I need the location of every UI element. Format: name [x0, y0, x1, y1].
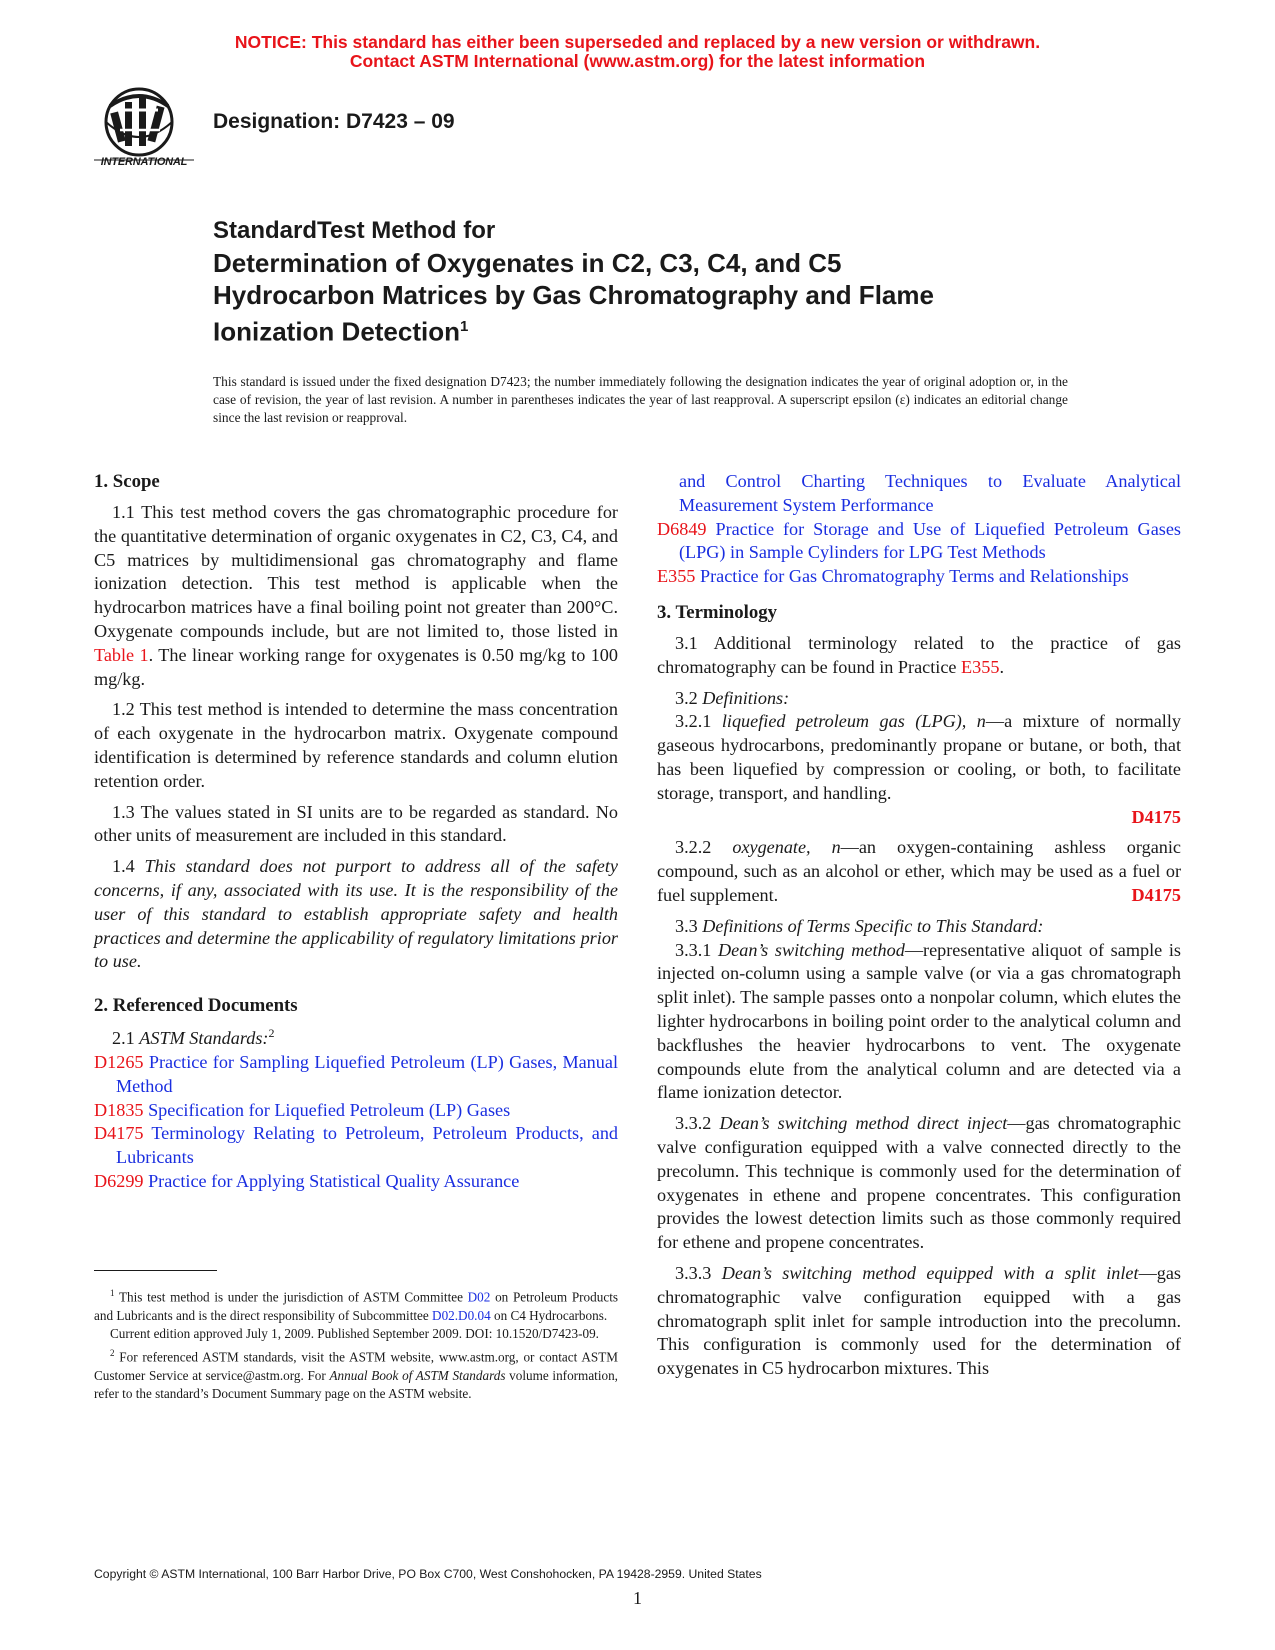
footnote-1-mark: 1 — [110, 1288, 115, 1298]
notice-line-2: Contact ASTM International (www.astm.org) for the latest information — [349, 51, 926, 71]
title-line-1: StandardTest Method for — [213, 217, 496, 244]
ref-d6849 — [657, 518, 1181, 566]
title-line-2: Determination of Oxygenates in C2, C3, C4, and C5 — [213, 248, 842, 278]
term-3-3-number: 3.3 — [675, 915, 703, 936]
ref-d6299-title-cont-link[interactable]: and Control Charting Techniques to Evaluate Analytical Measurement System Performance — [679, 471, 1181, 515]
issuance-statement: This standard is issued under the fixed designation D7423; the number immediately following the designation indicates the year of original adoption or, in the case of revision, the year of last revision. A number in parentheses indicates the year of last reapproval. A superscript epsilon (ε) indicates an editorial change since the last revision or reapproval. — [213, 374, 1068, 425]
astm-logo — [92, 82, 196, 174]
term-3-3-2-text: —gas chromatographic valve configuration equipped with a valve connected directly to the precolumn. This technique is commonly used for the determination of oxygenates in ethene and propene concentrates. This configuration provides the lowest detection limits such as those commonly required for ethene and propene concentrates. — [657, 1113, 1181, 1253]
term-3-2-2 — [657, 836, 1181, 907]
scope-1-1 — [94, 501, 618, 691]
ref-d6299-title-link[interactable]: Practice for Applying Statistical Quality Assurance — [148, 1170, 520, 1191]
ref-d1835 — [94, 1099, 618, 1123]
footnote-1-text-a: This test method is under the jurisdiction of ASTM Committee — [114, 1289, 468, 1305]
designation: Designation: D7423 – 09 — [213, 110, 455, 133]
scope-1-4-number: 1.4 — [112, 856, 145, 877]
term-3-3-3-number: 3.3.3 — [675, 1262, 722, 1283]
title-line-4 — [213, 311, 1073, 348]
footnote-1-text-c: on C4 Hydrocarbons. — [490, 1307, 608, 1323]
term-3-2 — [657, 687, 1181, 711]
ref-d1265-title-link[interactable]: Practice for Sampling Liquefied Petroleum (LP) Gases, Manual Method — [116, 1052, 618, 1096]
notice-line-1: NOTICE: This standard has either been superseded and replaced by a new version or withdrawn. — [234, 32, 1041, 52]
copyright-line: Copyright © ASTM International, 100 Barr Harbor Drive, PO Box C700, West Conshohocken, PA 19428-2959. United States — [94, 1567, 762, 1581]
supersession-notice — [0, 33, 1275, 71]
term-3-2-2-source-link[interactable]: D4175 — [1131, 884, 1181, 905]
scope-heading: 1. Scope — [94, 471, 160, 492]
term-3-3-1-number: 3.3.1 — [675, 939, 719, 960]
scope-1-3: 1.3 The values stated in SI units are to be regarded as standard. No other units of measurement are included in this standard. — [94, 801, 618, 846]
footnote-1-edition: Current edition approved July 1, 2009. Published September 2009. DOI: 10.1520/D7423-09. — [110, 1326, 599, 1342]
e355-link[interactable]: E355 — [961, 656, 1000, 677]
ref-d1265 — [94, 1051, 618, 1099]
ref-e355-code-link[interactable]: E355 — [657, 566, 696, 587]
astm-standards-subheading — [94, 1022, 618, 1051]
term-3-3-3-text: —gas chromatographic valve configuration equipped with a gas chromatograph split inlet for sample introduction into the precolumn. This configuration is commonly used for the determination of oxygenates in C5 hydrocarbon mixtures. This — [657, 1262, 1181, 1379]
footnote-2-mark: 2 — [110, 1347, 115, 1358]
ref-d4175-code-link[interactable]: D4175 — [94, 1123, 144, 1144]
term-3-1-text-a: 3.1 Additional terminology related to the practice of gas chromatography can be found in Practice — [657, 632, 1181, 677]
term-3-2-2-term: oxygenate, n — [732, 837, 841, 858]
title-line-3: Hydrocarbon Matrices by Gas Chromatography and Flame — [213, 280, 934, 310]
term-3-3-3-term: Dean’s switching method equipped with a split inlet — [721, 1262, 1139, 1283]
term-3-2-1 — [657, 710, 1181, 829]
scope-1-1-text-a: 1.1 This test method covers the gas chromatographic procedure for the quantitative determination of organic oxygenates in C2, C3, C4, and C5 matrices by multidimensional gas chromatography and flame ionization detection. This test method is applicable when the hydrocarbon matrices have a final boiling point not greater than 200°C. Oxygenate compounds include, but are not limited to, those listed in — [94, 502, 618, 641]
ref-e355 — [657, 565, 1181, 589]
term-3-3-2 — [657, 1112, 1181, 1255]
term-3-3-1-term: Dean’s switching method — [718, 939, 905, 960]
ref-d6299-code-link[interactable]: D6299 — [94, 1170, 144, 1191]
term-3-2-2-number: 3.2.2 — [675, 837, 733, 858]
document-title — [213, 215, 1073, 348]
footnotes — [94, 1284, 618, 1404]
term-3-3-3 — [657, 1262, 1181, 1381]
table-1-link[interactable]: Table 1 — [94, 644, 149, 665]
title-line-4-text: Ionization Detection — [213, 316, 460, 347]
term-3-2-label: Definitions: — [702, 687, 790, 708]
footnote-2 — [94, 1344, 618, 1404]
subcommittee-link[interactable]: D02.D0.04 — [432, 1307, 491, 1323]
ref-d6849-code-link[interactable]: D6849 — [657, 518, 707, 539]
term-3-1 — [657, 632, 1181, 680]
title-footnote-mark: 1 — [460, 318, 469, 335]
term-3-2-1-number: 3.2.1 — [675, 711, 722, 732]
term-3-2-1-term: liquefied petroleum gas (LPG), n — [721, 711, 986, 732]
ref-d1835-code-link[interactable]: D1835 — [94, 1099, 144, 1120]
term-3-3-label: Definitions of Terms Specific to This Standard: — [702, 915, 1044, 936]
term-3-2-1-text: —a mixture of normally gaseous hydrocarbons, predominantly propane or butane, or both, that has been liquefied by compression or cooling, or both, to facilitate storage, transport, and handling. — [657, 711, 1181, 803]
astm-standards-label: ASTM Standards: — [139, 1028, 269, 1049]
ref-d6849-title-link[interactable]: Practice for Storage and Use of Liquefied Petroleum Gases (LPG) in Sample Cylinders for LPG Test Methods — [679, 518, 1181, 563]
footnote-1-text-b: on Petroleum Products and Lubricants and is the direct responsibility of Subcommittee — [94, 1289, 618, 1323]
term-3-3 — [657, 915, 1181, 939]
ref-e355-title-link[interactable]: Practice for Gas Chromatography Terms and Relationships — [699, 566, 1129, 587]
ref-d6299-continued — [657, 470, 1181, 518]
terminology-heading: 3. Terminology — [657, 601, 778, 623]
right-column — [657, 470, 1181, 1381]
term-3-3-2-term: Dean’s switching method direct inject — [719, 1113, 1008, 1134]
term-3-2-number: 3.2 — [675, 687, 703, 708]
ref-d4175 — [94, 1122, 618, 1170]
term-3-1-text-b: . — [999, 656, 1004, 677]
footnote-divider — [94, 1270, 217, 1271]
scope-1-1-text-b: . The linear working range for oxygenates is 0.50 mg/kg to 100 mg/kg. — [94, 644, 618, 689]
committee-d02-link[interactable]: D02 — [467, 1289, 491, 1305]
term-3-2-1-source-link[interactable]: D4175 — [1131, 806, 1181, 827]
logo-wordmark: INTERNATIONAL — [100, 156, 188, 168]
page-number: 1 — [633, 1588, 642, 1608]
scope-1-2: 1.2 This test method is intended to determine the mass concentration of each oxygenate in the hydrocarbon matrix. Oxygenate compound identification is determined by reference standards and column elution retention order. — [94, 699, 618, 791]
footnote-2-italic: Annual Book of ASTM Standards — [329, 1367, 506, 1383]
footnote-2-text-b: volume information, refer to the standard’s Document Summary page on the ASTM website. — [94, 1367, 618, 1402]
left-column — [94, 470, 618, 1194]
refdocs-heading: 2. Referenced Documents — [94, 995, 298, 1017]
scope-1-4-text: This standard does not purport to address all of the safety concerns, if any, associated with its use. It is the responsibility of the user of this standard to establish appropriate safety and health practices and determine the applicability of regulatory limitations prior to use. — [94, 856, 618, 972]
astm-standards-footnote-mark: 2 — [268, 1026, 275, 1041]
footnote-1 — [94, 1284, 618, 1325]
ref-d1265-code-link[interactable]: D1265 — [94, 1052, 144, 1072]
footnote-2-text-a: For referenced ASTM standards, visit the ASTM website, www.astm.org, or contact ASTM Customer Service at service@astm.org. For — [94, 1349, 618, 1383]
astm-standards-number: 2.1 — [112, 1028, 140, 1049]
ref-d4175-title-link[interactable]: Terminology Relating to Petroleum, Petroleum Products, and Lubricants — [116, 1123, 619, 1168]
ref-d1835-title-link[interactable]: Specification for Liquefied Petroleum (LP) Gases — [148, 1099, 511, 1120]
term-3-3-1-text: —representative aliquot of sample is injected on-column using a sample valve (or via a gas chromatograph split inlet). The sample passes onto a nonpolar column, which elutes the lighter hydrocarbons in boiling point order to the analytical column and backflushes the heavier hydrocarbons to vent. The oxygenate compounds elute from the analytical column and are detected via a flame ionization detector. — [657, 939, 1181, 1103]
term-3-2-2-text: —an oxygen-containing ashless organic compound, such as an alcohol or ether, which may be used as a fuel or fuel supplement. — [657, 837, 1182, 905]
term-3-3-1 — [657, 939, 1181, 1106]
term-3-3-2-number: 3.3.2 — [675, 1113, 720, 1134]
ref-d6299 — [94, 1170, 618, 1194]
scope-1-4 — [94, 855, 618, 974]
